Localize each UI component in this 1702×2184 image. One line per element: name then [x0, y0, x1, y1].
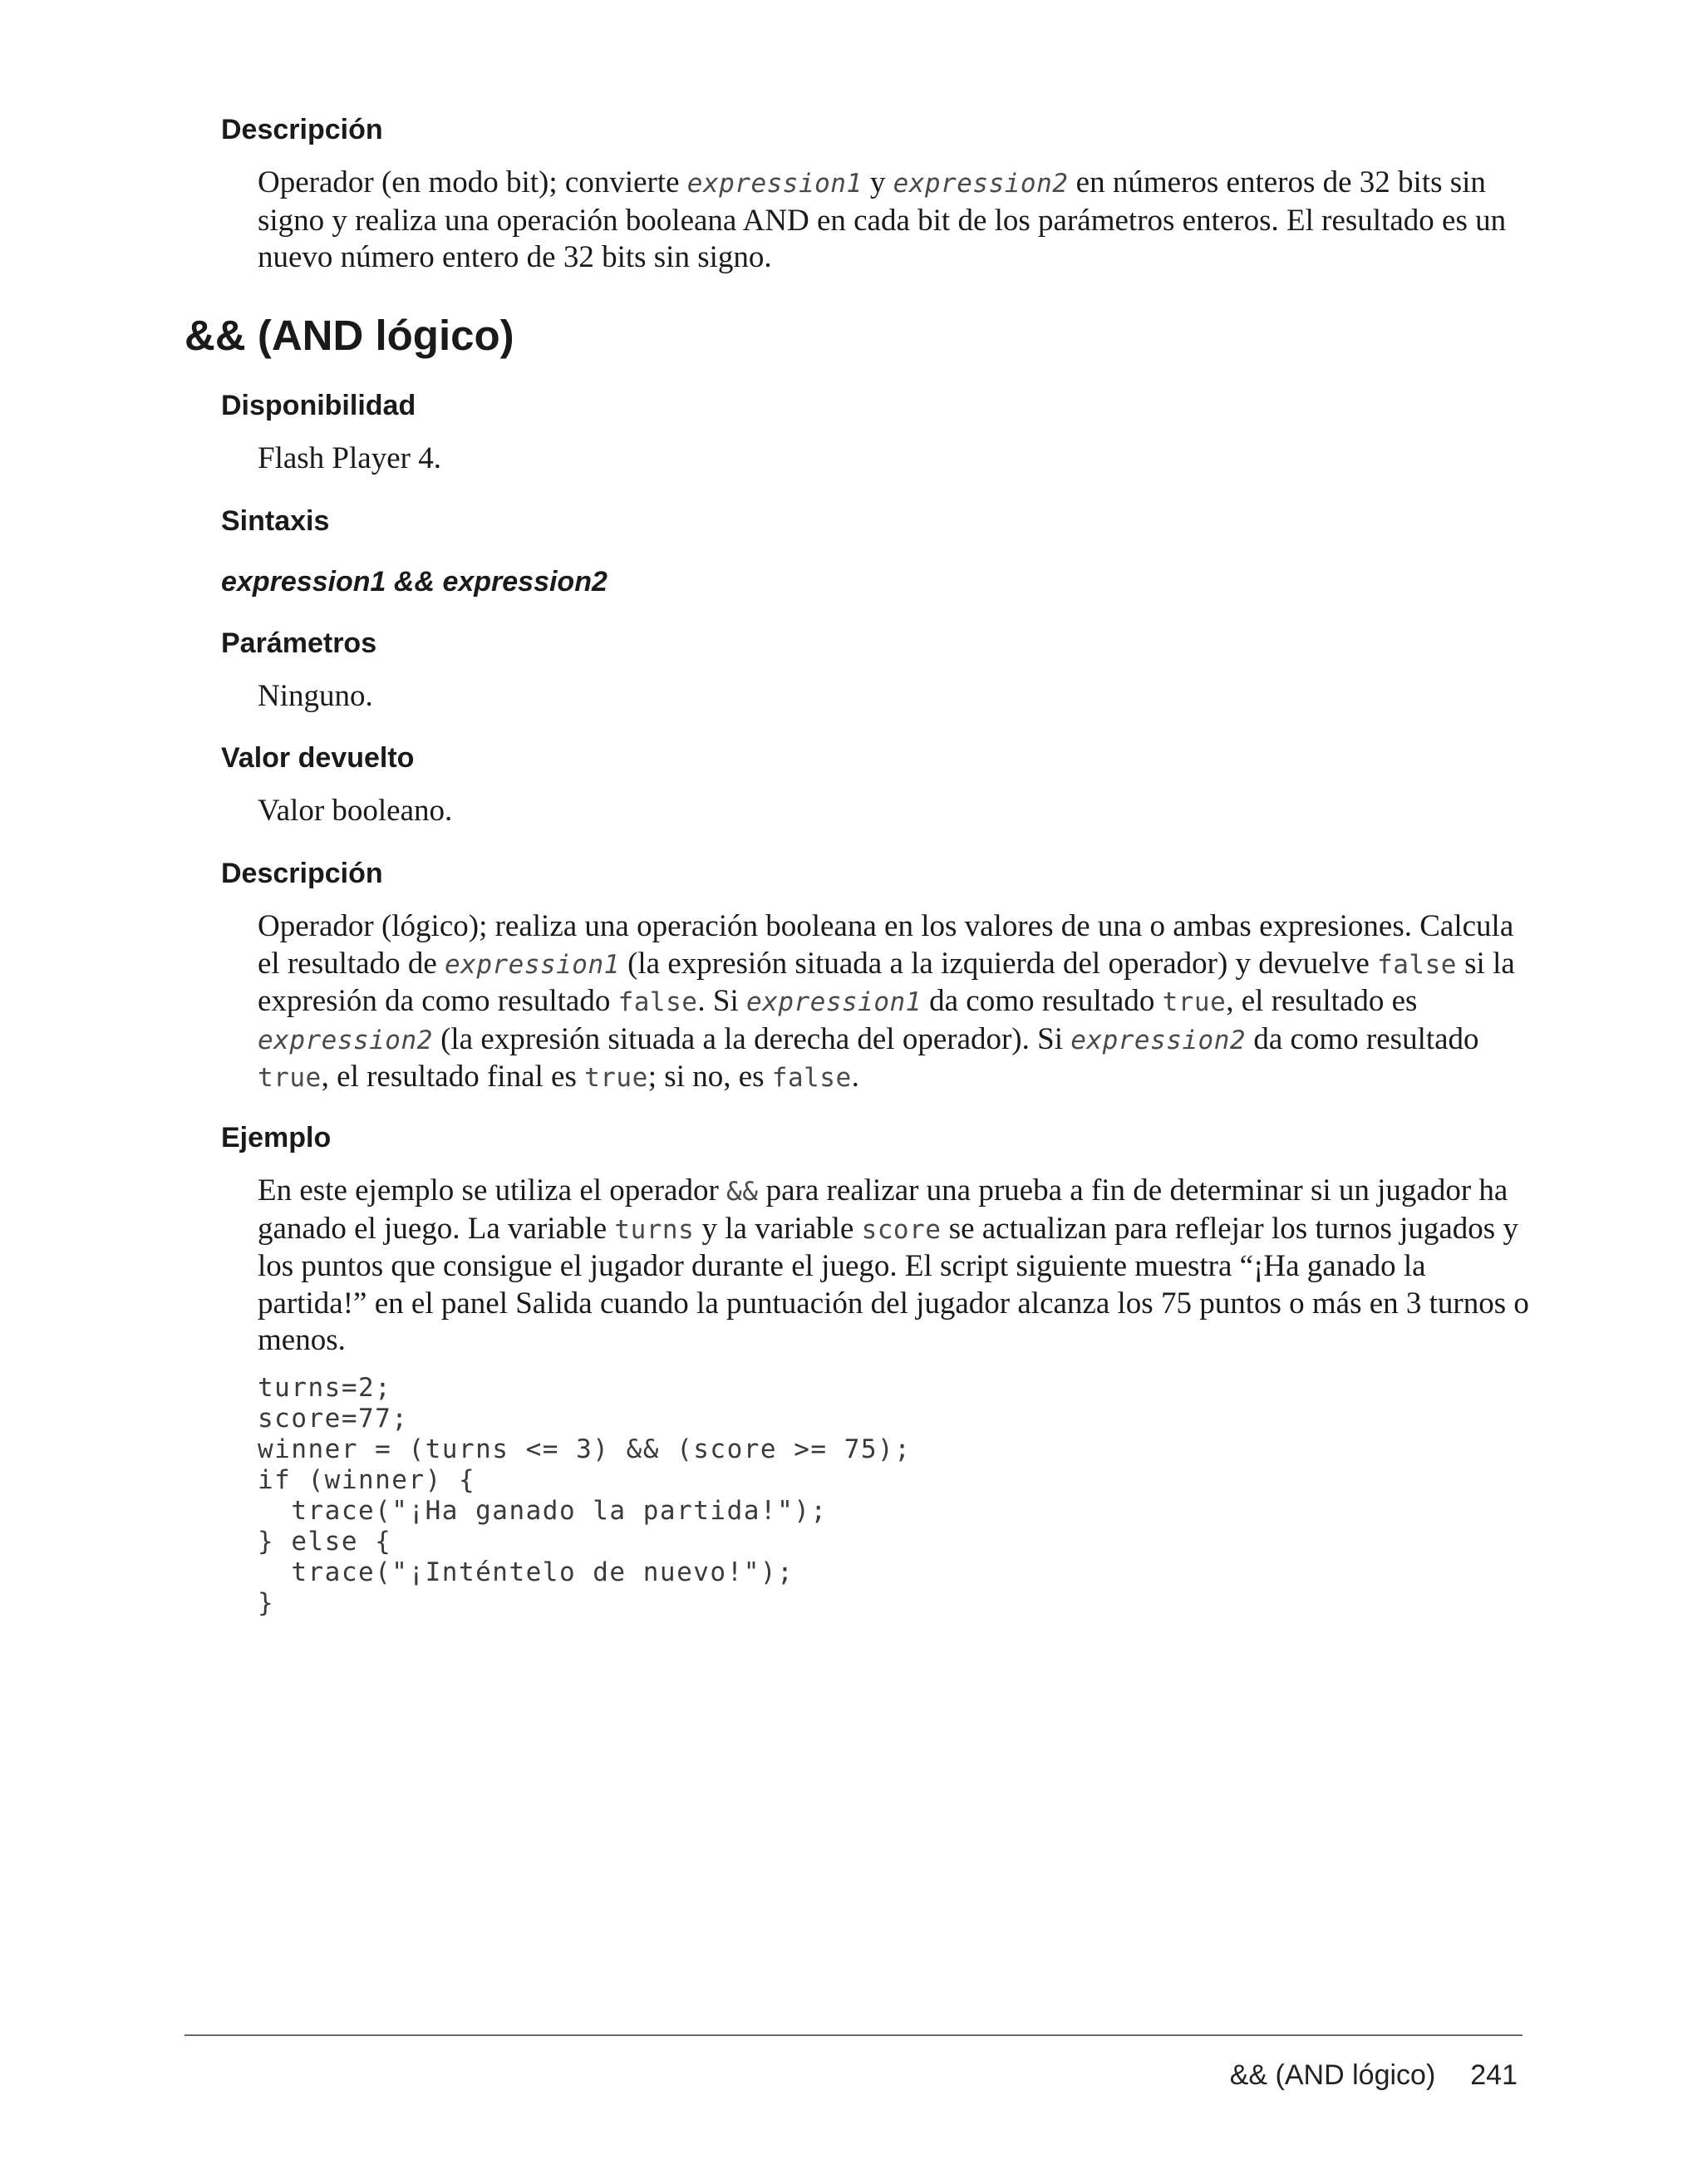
- example-heading: Ejemplo: [221, 1122, 332, 1153]
- description-heading: Descripción: [221, 858, 383, 889]
- description-paragraph-1: Operador (en modo bit); convierte expression1 y expression2 en números enteros de 32 bits sin signo y realiza una operación booleana AND en cada bit de los parámetros enteros. El resultado es un nuevo número entero de 32 bits sin signo.: [258, 165, 1507, 274]
- syntax-text: expression1 && expression2: [221, 566, 608, 598]
- code-example: turns=2; score=77; winner = (turns <= 3) && (score >= 75); if (winner) { trace("¡Ha ganado la partida!"); } else { trace("¡Inténtelo de nuevo!"); }: [258, 1373, 912, 1618]
- page-number: 241: [1470, 2059, 1518, 2091]
- parameters-text: Ninguno.: [258, 679, 373, 713]
- returns-heading: Valor devuelto: [221, 742, 415, 774]
- returns-text: Valor booleano.: [258, 794, 453, 828]
- example-paragraph: En este ejemplo se utiliza el operador && para realizar una prueba a fin de determinar si un jugador ha ganado el juego. La variable turns y la variable score se actualizan para reflejar los turnos jugados y los puntos que consigue el jugador durante el juego. El script siguiente muestra “¡Ha ganado la partida!” en el panel Salida cuando la puntuación del jugador alcanza los 75 puntos o más en 3 turnos o menos.: [258, 1173, 1529, 1357]
- syntax-heading: Sintaxis: [221, 505, 330, 537]
- availability-text: Flash Player 4.: [258, 441, 441, 475]
- entry-title: && (AND lógico): [184, 312, 514, 359]
- footer-title: && (AND lógico): [1229, 2059, 1436, 2091]
- description-paragraph-2: Operador (lógico); realiza una operación booleana en los valores de una o ambas expresiones. Calcula el resultado de expression1 (la expresión situada a la izquierda del operador) y devuelve false si la expresión da como resultado false. Si expression1 da como resultado true, el resultado es expression2 (la expresión situada a la derecha del operador). Si expression2 da como resultado true, el resultado final es true; si no, es false.: [258, 909, 1515, 1094]
- parameters-heading: Parámetros: [221, 627, 377, 659]
- footer-divider: [184, 2034, 1522, 2036]
- page-footer: [1230, 2059, 1518, 2092]
- availability-heading: Disponibilidad: [221, 390, 416, 421]
- section-heading-descripcion: Descripción: [221, 114, 383, 145]
